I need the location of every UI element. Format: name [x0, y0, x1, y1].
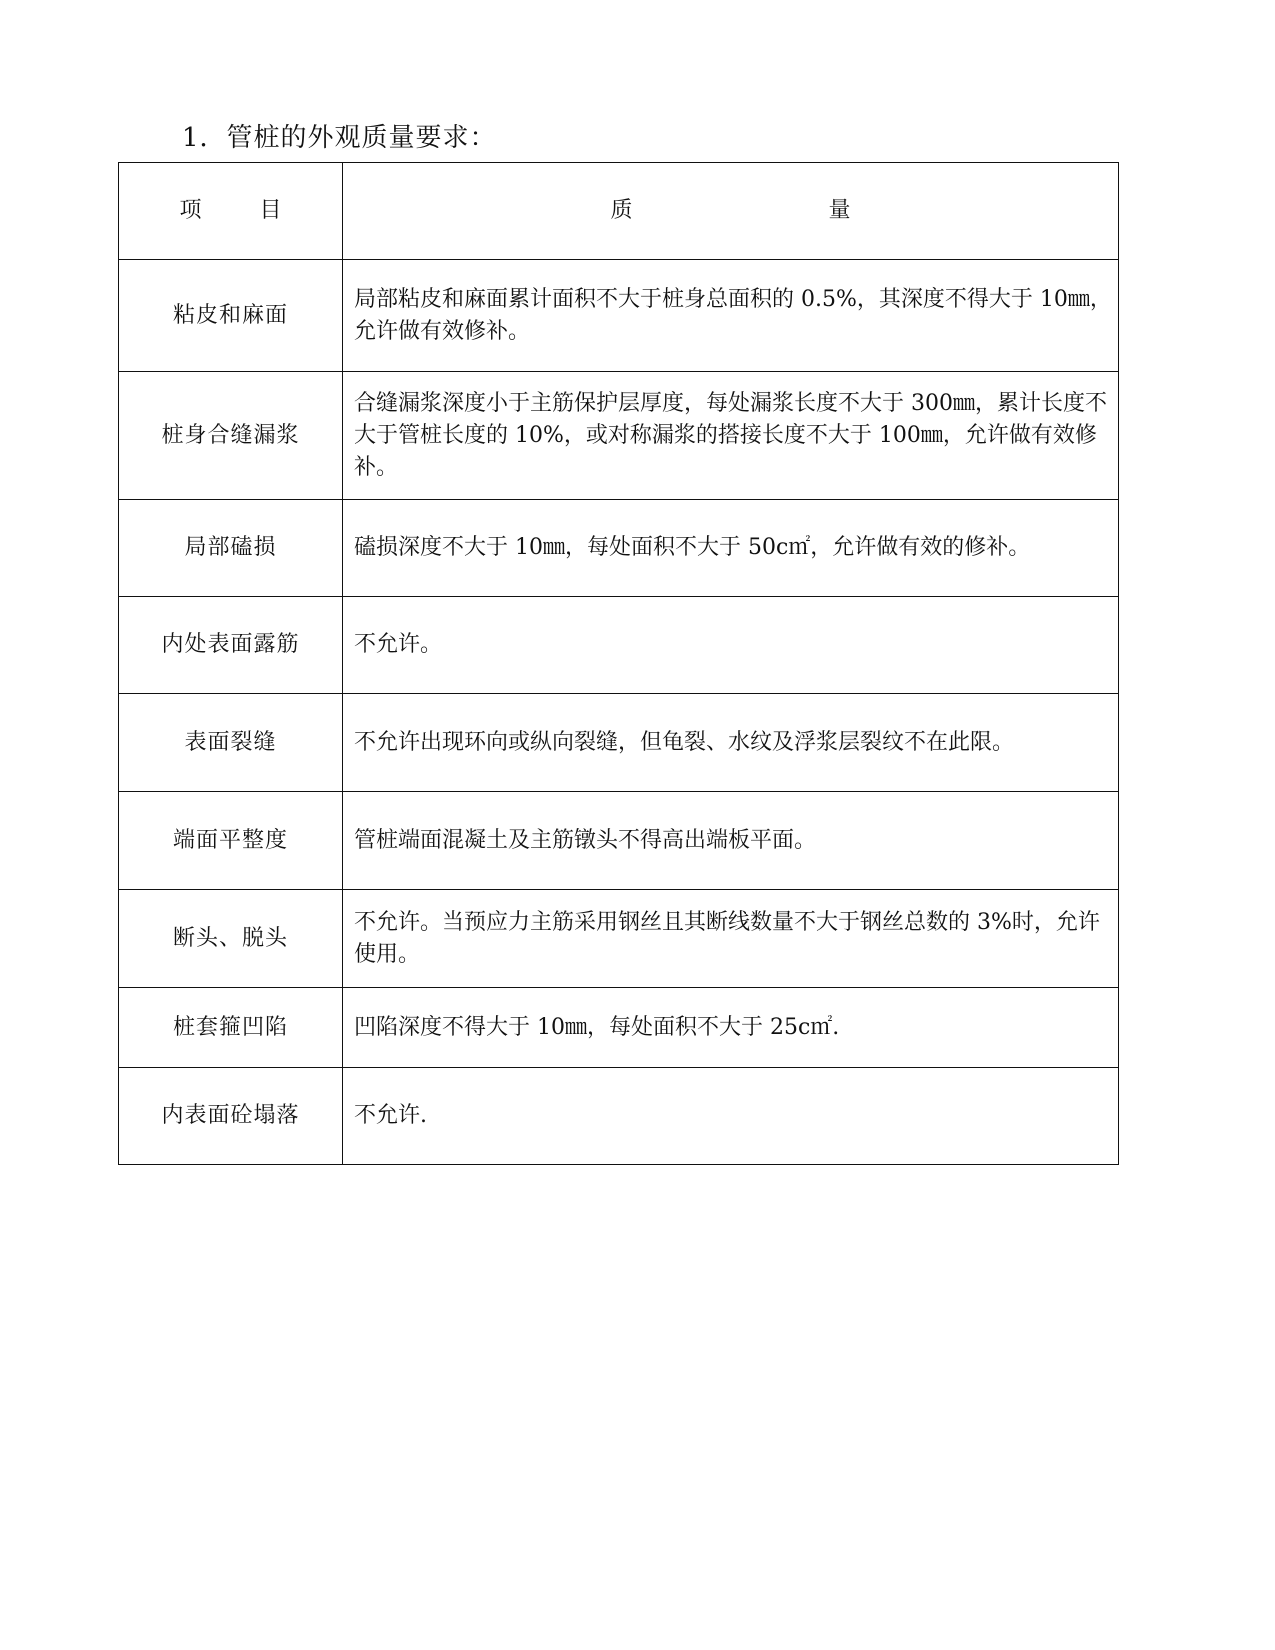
quality-cell: 磕损深度不大于 10㎜，每处面积不大于 50c㎡，允许做有效的修补。: [343, 500, 1119, 597]
quality-cell: 不允许。: [343, 597, 1119, 694]
table-row: [119, 792, 1119, 890]
header-item-cell: [119, 163, 343, 260]
table-header-row: [119, 163, 1119, 260]
quality-cell: 凹陷深度不得大于 10㎜，每处面积不大于 25c㎡.: [343, 988, 1119, 1068]
item-cell: 内处表面露筋: [119, 597, 343, 694]
item-cell: 桩身合缝漏浆: [119, 372, 343, 500]
header-quality-char-1: 质: [610, 198, 633, 223]
table-row: [119, 1068, 1119, 1165]
table-row: [119, 890, 1119, 988]
header-item-char-2: 目: [259, 198, 282, 223]
section-heading: 1．管桩的外观质量要求：: [182, 123, 497, 153]
table-row: [119, 500, 1119, 597]
item-cell: 断头、脱头: [119, 890, 343, 988]
table-row: [119, 988, 1119, 1068]
item-cell: 桩套箍凹陷: [119, 988, 343, 1068]
quality-cell: 不允许出现环向或纵向裂缝，但龟裂、水纹及浮浆层裂纹不在此限。: [343, 694, 1119, 792]
table-row: [119, 597, 1119, 694]
header-quality-cell: [343, 163, 1119, 260]
table-row: [119, 694, 1119, 792]
quality-cell: 不允许。当预应力主筋采用钢丝且其断线数量不大于钢丝总数的 3%时，允许使用。: [343, 890, 1119, 988]
quality-cell: 不允许.: [343, 1068, 1119, 1165]
item-cell: 表面裂缝: [119, 694, 343, 792]
item-cell: 局部磕损: [119, 500, 343, 597]
quality-cell: 管桩端面混凝土及主筋镦头不得高出端板平面。: [343, 792, 1119, 890]
table-row: [119, 372, 1119, 500]
item-cell: 粘皮和麻面: [119, 260, 343, 372]
table-row: [119, 260, 1119, 372]
header-item-char-1: 项: [179, 198, 202, 223]
header-quality-char-2: 量: [828, 198, 851, 223]
quality-cell: 局部粘皮和麻面累计面积不大于桩身总面积的 0.5%，其深度不得大于 10㎜，允许做有效修补。: [343, 260, 1119, 372]
item-cell: 端面平整度: [119, 792, 343, 890]
quality-table: [118, 162, 1119, 1165]
quality-cell: 合缝漏浆深度小于主筋保护层厚度，每处漏浆长度不大于 300㎜，累计长度不大于管桩长度的 10%，或对称漏浆的搭接长度不大于 100㎜，允许做有效修补。: [343, 372, 1119, 500]
item-cell: 内表面砼塌落: [119, 1068, 343, 1165]
